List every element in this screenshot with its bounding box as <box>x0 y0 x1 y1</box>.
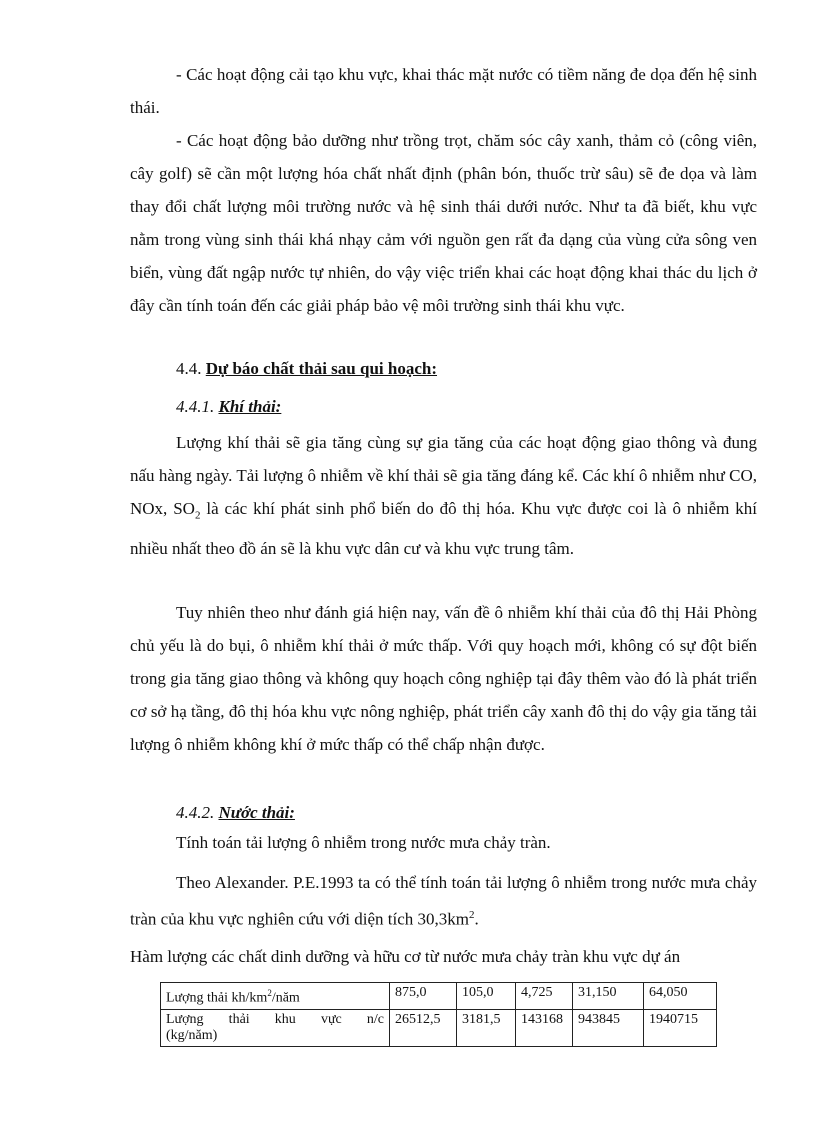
table-cell-label <box>161 983 390 1010</box>
row1-label-unit: /năm <box>271 990 300 1006</box>
paragraph-6 <box>130 866 757 936</box>
table-row <box>161 983 717 1010</box>
table-cell: 3181,5 <box>457 1009 516 1046</box>
table-cell: 31,150 <box>573 983 644 1010</box>
paragraph-3 <box>130 426 757 565</box>
row2-label-line2: (kg/năm) <box>166 1027 218 1043</box>
table-cell: 105,0 <box>457 983 516 1010</box>
heading-4-4-title: Dự báo chất thải sau qui hoạch: <box>205 359 438 378</box>
row1-label-superscript: 2 <box>267 988 272 998</box>
heading-4-4-2 <box>176 800 295 826</box>
heading-4-4-1 <box>176 394 281 420</box>
table-cell: 1940715 <box>644 1009 717 1046</box>
paragraph-1: - Các hoạt động cải tạo khu vực, khai thác mặt nước có tiềm năng đe dọa đến hệ sinh thái. <box>130 65 757 117</box>
paragraph-3-text-a: Lượng khí thải sẽ gia tăng cùng sự gia tăng của các hoạt động giao thông và đung nấu hàng ngày. Tải lượng ô nhiễm về khí thải sẽ gia tăng đáng kể. Các khí ô nhiễm như CO, NOx, SO <box>130 433 757 518</box>
heading-4-4-2-title: Nước thải: <box>218 803 295 822</box>
table-cell: 143168 <box>516 1009 573 1046</box>
row1-label-text: Lượng thải kh/km <box>166 990 268 1006</box>
table-cell: 943845 <box>573 1009 644 1046</box>
table-row <box>161 1009 717 1046</box>
table-cell: 875,0 <box>390 983 457 1010</box>
pollution-load-table <box>160 982 717 1047</box>
paragraph-7: Hàm lượng các chất dinh dưỡng và hữu cơ từ nước mưa chảy tràn khu vực dự án <box>130 947 681 966</box>
paragraph-6-text-a: Theo Alexander. P.E.1993 ta có thể tính toán tải lượng ô nhiễm trong nước mưa chảy tràn của khu vực nghiên cứu với diện tích 30,3km <box>130 873 757 929</box>
heading-4-4 <box>176 356 437 382</box>
paragraph-3-text-b: là các khí phát sinh phổ biến do đô thị hóa. Khu vực được coi là ô nhiễm khí nhiều nhất theo đồ án sẽ là khu vực dân cư và khu vực trung tâm. <box>130 499 757 559</box>
row2-label-line1: Lượng thải khu vực n/c <box>166 1011 384 1027</box>
paragraph-6-superscript: 2 <box>469 909 475 921</box>
heading-4-4-number: 4.4. <box>176 359 206 378</box>
paragraph-4: Tuy nhiên theo như đánh giá hiện nay, vấn đề ô nhiễm khí thải của đô thị Hải Phòng chủ yếu là do bụi, ô nhiễm khí thải ở mức thấp. Với quy hoạch mới, không có sự đột biến trong gia tăng giao thông và không quy hoạch công nghiệp tại đây thêm vào đó là phát triển cơ sở hạ tầng, đô thị hóa khu vực nông nghiệp, phát triển cây xanh đô thị do vậy gia tăng tải lượng ô nhiễm không khí ở mức thấp có thể chấp nhận được. <box>130 603 757 754</box>
paragraph-3-subscript: 2 <box>194 509 201 522</box>
table-cell: 26512,5 <box>390 1009 457 1046</box>
table-cell-label <box>161 1009 390 1046</box>
heading-4-4-1-number: 4.4.1. <box>176 397 219 416</box>
heading-4-4-2-number: 4.4.2. <box>176 803 219 822</box>
heading-4-4-1-title: Khí thải: <box>218 397 282 416</box>
paragraph-6-text-b: . <box>474 909 479 929</box>
paragraph-5: Tính toán tải lượng ô nhiễm trong nước mưa chảy tràn. <box>176 833 551 852</box>
table-cell: 64,050 <box>644 983 717 1010</box>
paragraph-2: - Các hoạt động bảo dưỡng như trồng trọt, chăm sóc cây xanh, thảm cỏ (công viên, cây golf) sẽ cần một lượng hóa chất nhất định (phân bón, thuốc trừ sâu) sẽ đe dọa và làm thay đổi chất lượng môi trường nước và hệ sinh thái dưới nước. Như ta đã biết, khu vực nằm trong vùng sinh thái khá nhạy cảm với nguồn gen rất đa dạng của vùng cửa sông ven biển, vùng đất ngập nước tự nhiên, do vậy việc triển khai các hoạt động khai thác du lịch ở đây cần tính toán đến các giải pháp bảo vệ môi trường sinh thái khu vực. <box>130 131 757 315</box>
table-cell: 4,725 <box>516 983 573 1010</box>
